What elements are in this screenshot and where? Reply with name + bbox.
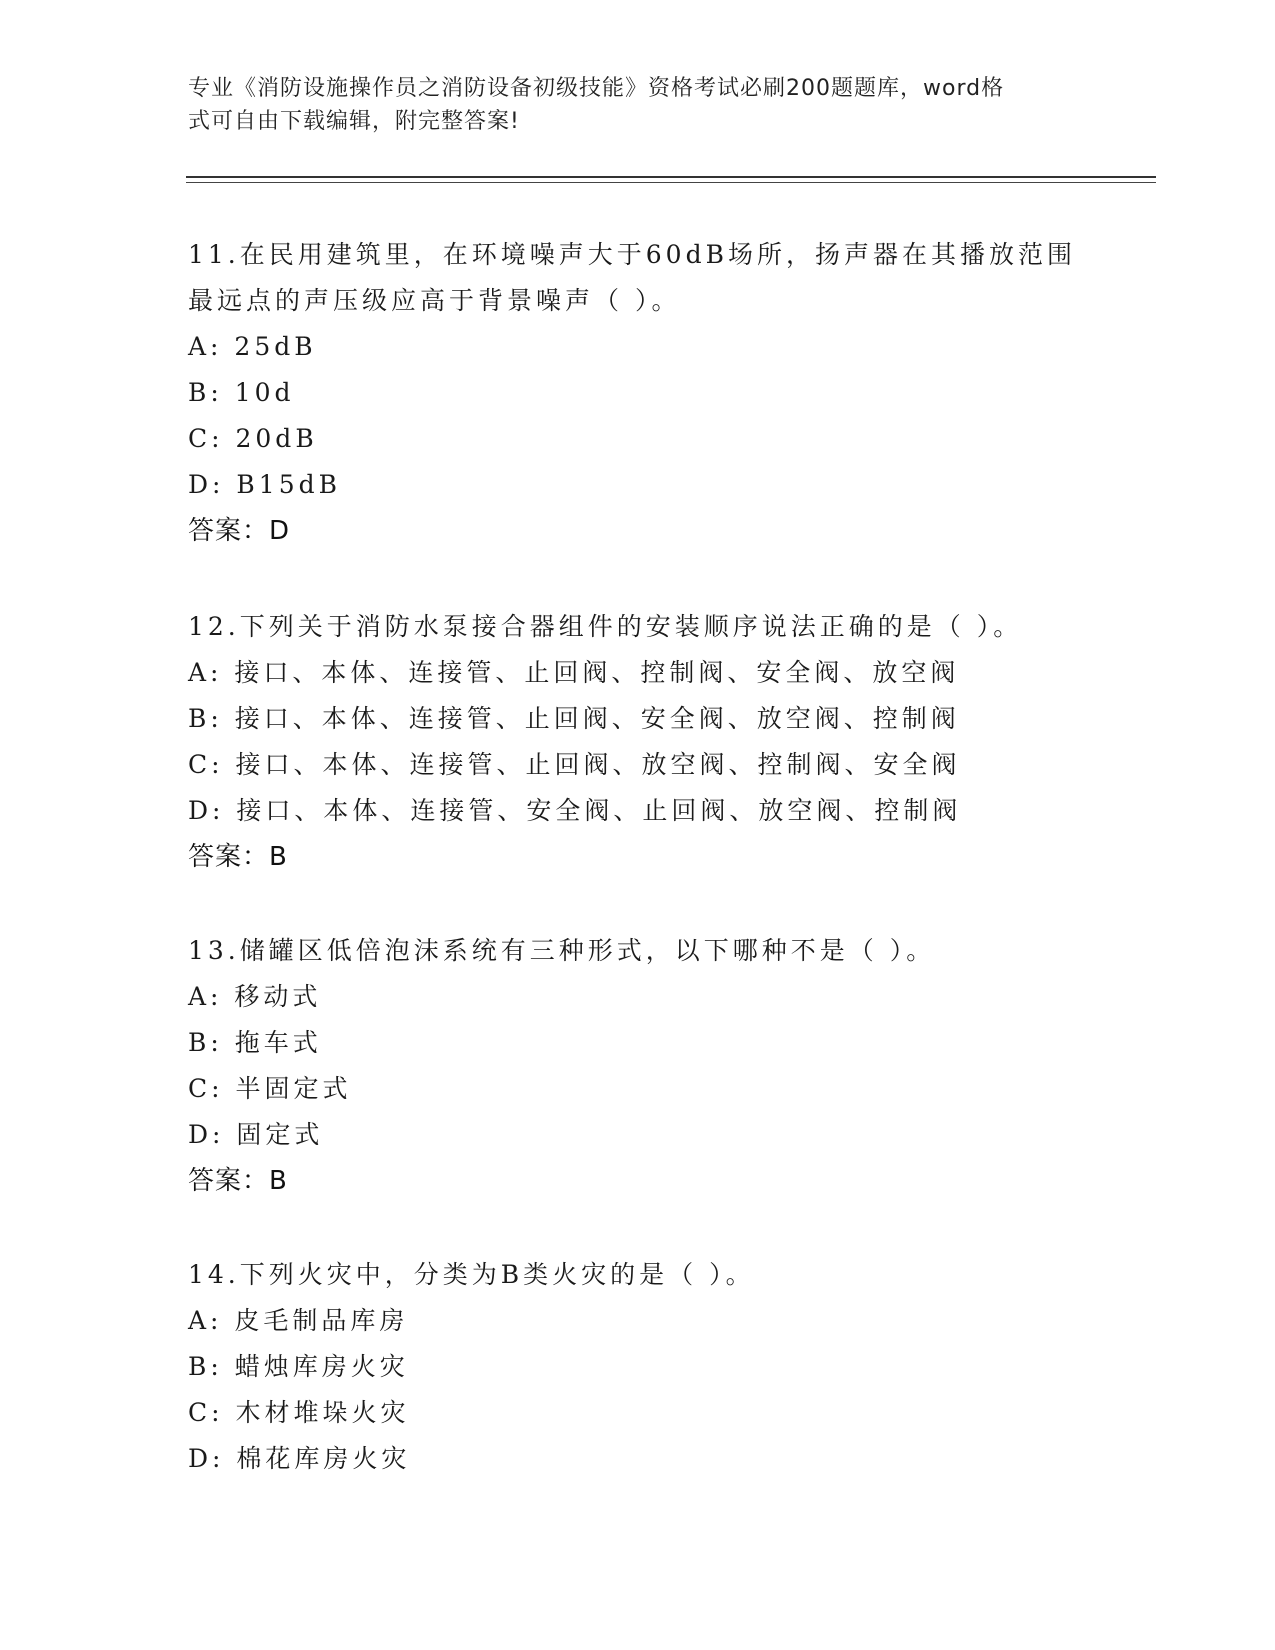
option-d: D: 接口、本体、连接管、安全阀、止回阀、放空阀、控制阀 xyxy=(188,796,962,825)
answer: 答案：B xyxy=(188,842,288,872)
question-stem: 11.在民用建筑里，在环境噪声大于60dB场所，扬声器在其播放范围 xyxy=(188,240,1076,269)
option-c: C: 接口、本体、连接管、止回阀、放空阀、控制阀、安全阀 xyxy=(188,750,961,779)
option-d: D: 棉花库房火灾 xyxy=(188,1444,411,1473)
option-b: B: 接口、本体、连接管、止回阀、安全阀、放空阀、控制阀 xyxy=(188,704,960,733)
question-stem-continued: 最远点的声压级应高于背景噪声（ ）。 xyxy=(188,286,681,315)
option-a: A: 皮毛制品库房 xyxy=(188,1306,409,1335)
option-a: A: 移动式 xyxy=(188,982,322,1011)
answer: 答案：B xyxy=(188,1166,288,1196)
document-header xyxy=(188,72,1068,138)
option-a: A: 25dB xyxy=(188,332,317,361)
option-b: B: 10d xyxy=(188,378,295,407)
option-b: B: 拖车式 xyxy=(188,1028,322,1057)
question-14 xyxy=(188,1252,1088,1482)
header-line-2: 式可自由下载编辑，附完整答案! xyxy=(188,109,520,134)
header-divider-thick xyxy=(186,176,1156,178)
answer: 答案：D xyxy=(188,516,291,546)
question-12 xyxy=(188,604,1088,880)
option-c: C: 半固定式 xyxy=(188,1074,352,1103)
option-a: A: 接口、本体、连接管、止回阀、控制阀、安全阀、放空阀 xyxy=(188,658,960,687)
question-stem: 13.储罐区低倍泡沫系统有三种形式，以下哪种不是（ ）。 xyxy=(188,936,936,965)
question-13 xyxy=(188,928,1088,1204)
header-divider-thin xyxy=(186,182,1156,183)
option-b: B: 蜡烛库房火灾 xyxy=(188,1352,409,1381)
question-stem: 12.下列关于消防水泵接合器组件的安装顺序说法正确的是（ ）。 xyxy=(188,612,1023,641)
option-d: D: B15dB xyxy=(188,470,341,499)
header-line-1: 专业《消防设施操作员之消防设备初级技能》资格考试必刷200题题库，word格 xyxy=(188,76,1005,101)
option-c: C: 20dB xyxy=(188,424,318,453)
option-c: C: 木材堆垛火灾 xyxy=(188,1398,410,1427)
question-stem: 14.下列火灾中，分类为B类火灾的是（ ）。 xyxy=(188,1260,755,1289)
question-11 xyxy=(188,232,1088,554)
option-d: D: 固定式 xyxy=(188,1120,324,1149)
